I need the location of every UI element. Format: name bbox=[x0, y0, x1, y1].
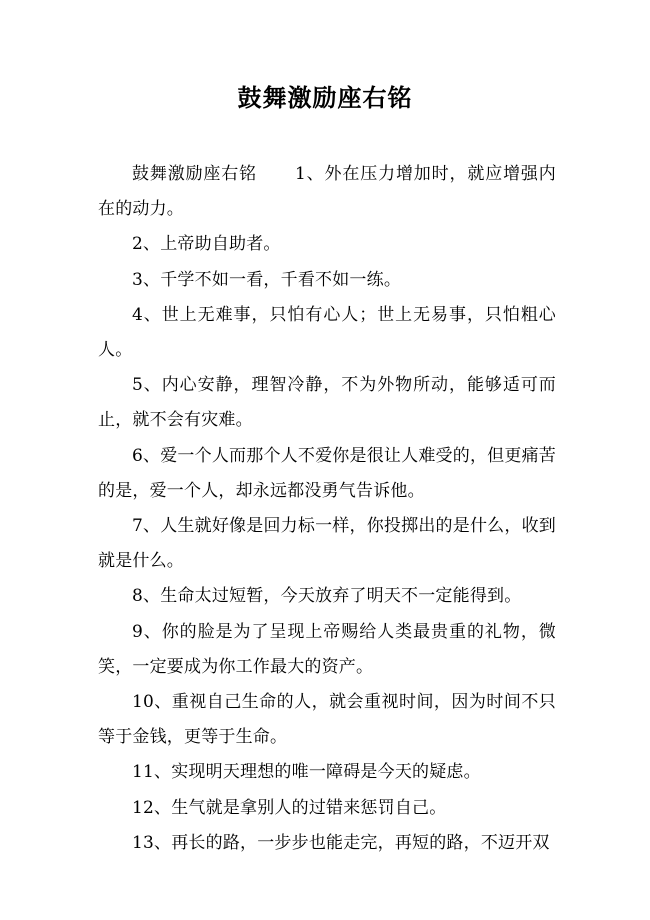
motto-item-2: 2、上帝助自助者。 bbox=[132, 234, 281, 255]
motto-item-9: 9、你的脸是为了呈现上帝赐给人类最贵重的礼物，微笑，一定要成为你工作最大的资产。 bbox=[98, 621, 556, 677]
motto-item-13: 13、再长的路，一步步也能走完，再短的路，不迈开双 bbox=[132, 832, 550, 853]
intro-text: 鼓舞激励座右铭 bbox=[132, 164, 257, 184]
motto-item-5: 5、内心安静，理智冷静，不为外物所动，能够适可而止，就不会有灾难。 bbox=[98, 375, 556, 431]
motto-item-1: 1、外在压力增加时，就应增强内在的动力。 bbox=[98, 164, 556, 220]
motto-item-10: 10、重视自己生命的人，就会重视时间，因为时间不只等于金钱，更等于生命。 bbox=[98, 692, 556, 748]
motto-item-6: 6、爱一个人而那个人不爱你是很让人难受的，但更痛苦的是，爱一个人，却永远都没勇气告诉他。 bbox=[98, 445, 556, 501]
motto-item-12: 12、生气就是拿别人的过错来惩罚自己。 bbox=[132, 797, 447, 818]
motto-item-4: 4、世上无难事，只怕有心人；世上无易事，只怕粗心人。 bbox=[98, 304, 556, 361]
paragraph-1 bbox=[98, 157, 556, 227]
motto-item-7: 7、人生就好像是回力标一样，你投掷出的是什么，收到就是什么。 bbox=[98, 516, 556, 572]
motto-item-11: 11、实现明天理想的唯一障碍是今天的疑虑。 bbox=[132, 762, 481, 783]
document-body bbox=[98, 157, 556, 861]
motto-item-3: 3、千学不如一看，千看不如一练。 bbox=[132, 269, 402, 290]
motto-item-8: 8、生命太过短暂，今天放弃了明天不一定能得到。 bbox=[132, 586, 522, 607]
document-title: 鼓舞激励座右铭 bbox=[237, 83, 413, 112]
